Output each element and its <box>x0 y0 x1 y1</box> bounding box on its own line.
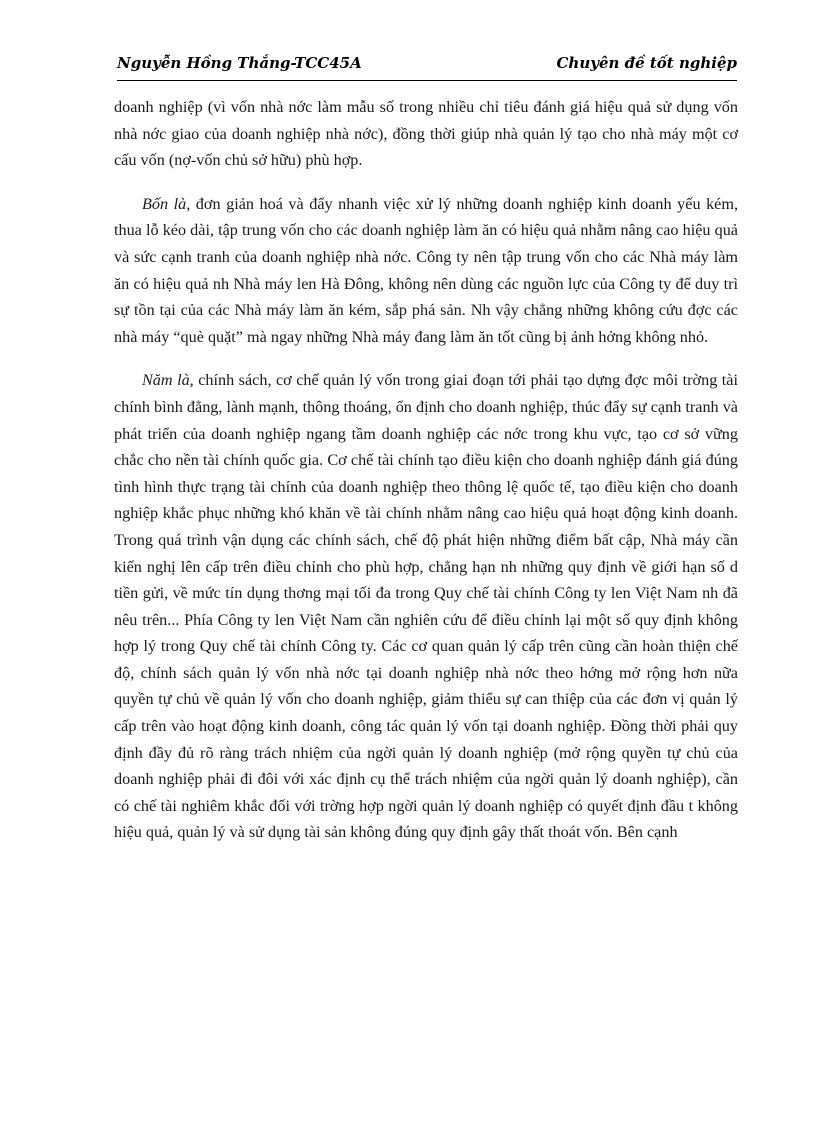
header-author: Nguyễn Hồng Thắng-TCC45A <box>117 54 362 72</box>
paragraph <box>114 367 738 846</box>
paragraph-text: chính sách, cơ chế quản lý vốn trong giai đoạn tới phải tạo dựng đợc môi trờng tài chính bình đẳng, lành mạnh, thông thoáng, ổn định cho doanh nghiệp, thúc đẩy sự cạnh tranh và phát triển của doanh nghiệp ngang tầm doanh nghiệp các nớc trong khu vực, tạo cơ sở vững chắc cho nền tài chính quốc gia. Cơ chế tài chính tạo điều kiện cho doanh nghiệp đánh giá đúng tình hình thực trạng tài chính của doanh nghiệp theo thông lệ quốc tế, tạo điều kiện cho doanh nghiệp khắc phục những khó khăn về tài chính nhằm nâng cao hiệu quả hoạt động kinh doanh. Trong quá trình vận dụng các chính sách, chế độ phát hiện những điểm bất cập, Nhà máy cần kiến nghị lên cấp trên điều chỉnh cho phù hợp, chẳng hạn nh những quy định về giới hạn số d tiền gửi, về mức tín dụng thơng mại tối đa trong Quy chế tài chính Công ty len Việt Nam nh đã nêu trên... Phía Công ty len Việt Nam cần nghiên cứu để điều chỉnh lại một số quy định không hợp lý trong Quy chế tài chính Công ty. Các cơ quan quản lý cấp trên cũng cần hoàn thiện chế độ, chính sách quản lý vốn nhà nớc tại doanh nghiệp nhà nớc theo hớng mở rộng hơn nữa quyền tự chủ về quản lý vốn cho doanh nghiệp, giảm thiểu sự can thiệp của các đơn vị quản lý cấp trên vào hoạt động kinh doanh, công tác quản lý vốn tại doanh nghiệp. Đồng thời phải quy định đầy đủ rõ ràng trách nhiệm của ngời quản lý doanh nghiệp (mở rộng quyền tự chủ của doanh nghiệp phải đi đôi với xác định cụ thể trách nhiệm của ngời quản lý doanh nghiệp), cần có chế tài nghiêm khắc đối với trờng hợp ngời quản lý doanh nghiệp có quyết định đầu t không hiệu quả, quản lý và sử dụng tài sản không đúng quy định gây thất thoát vốn. Bên cạnh <box>114 371 738 842</box>
document-body <box>114 94 738 846</box>
page-header <box>117 50 737 81</box>
paragraph-text: đơn giản hoá và đẩy nhanh việc xử lý những doanh nghiệp kinh doanh yếu kém, thua lỗ kéo dài, tập trung vốn cho các doanh nghiệp làm ăn có hiệu quả nhằm nâng cao hiệu quả và sức cạnh tranh của doanh nghiệp nhà nớc. Công ty nên tập trung vốn cho các Nhà máy làm ăn có hiệu quả nh Nhà máy len Hà Đông, không nên dùng các nguồn lực của Công ty để duy trì sự tồn tại của các Nhà máy làm ăn kém, sắp phá sản. Nh vậy chẳng những không cứu đợc các nhà máy “què quặt” mà ngay những Nhà máy đang làm ăn tốt cũng bị ảnh hởng không nhỏ. <box>114 194 738 346</box>
paragraph <box>114 191 738 351</box>
paragraph-text: doanh nghiệp (vì vốn nhà nớc làm mẫu số trong nhiều chỉ tiêu đánh giá hiệu quả sử dụng vốn nhà nớc giao của doanh nghiệp nhà nớc), đồng thời giúp nhà quản lý tạo cho nhà máy một cơ cấu vốn (nợ-vốn chủ sở hữu) phù hợp. <box>114 98 738 170</box>
paragraph <box>114 94 738 174</box>
paragraph-lead: Năm là, <box>142 371 194 390</box>
header-title: Chuyên đề tốt nghiệp <box>556 54 737 72</box>
paragraph-lead: Bốn là, <box>142 194 191 213</box>
